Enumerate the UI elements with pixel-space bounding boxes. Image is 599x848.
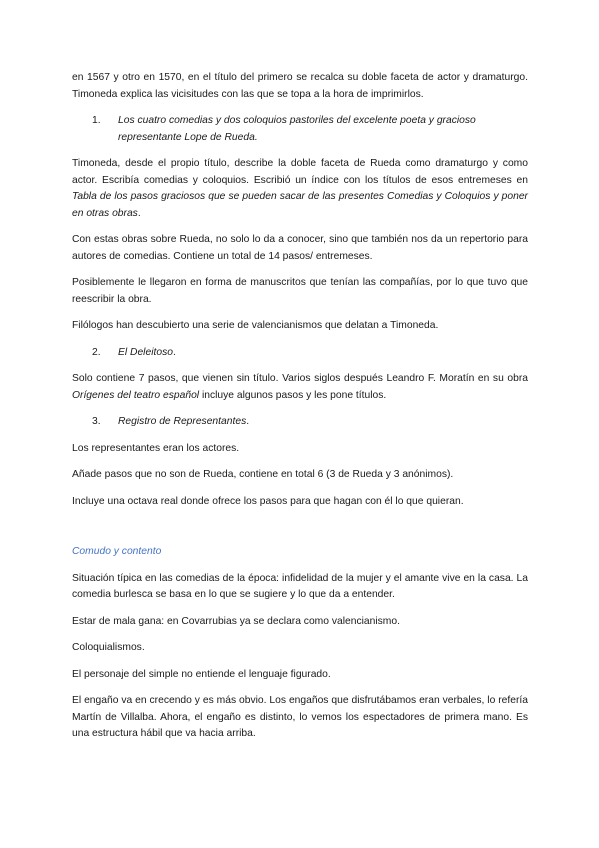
text-run: Solo contiene 7 pasos, que vienen sin título. Varios siglos después Leandro F. Moratín en su obra	[72, 373, 528, 384]
paragraph: Situación típica en las comedias de la época: infidelidad de la mujer y el amante vive en la casa. La comedia burlesca se basa en lo que se sugiere y lo que da a entender.	[72, 572, 528, 600]
item-title-dot: .	[172, 346, 176, 358]
paragraph: Añade pasos que no son de Rueda, contiene en total 6 (3 de Rueda y 3 anónimos).	[72, 469, 454, 480]
item-number: 2.	[92, 346, 101, 358]
item-title-text: El Deleitoso	[118, 346, 173, 358]
item-title: Los cuatro comedias y dos coloquios pastoriles del excelente poeta y gracioso representante Lope de Rueda.	[118, 115, 476, 143]
item-number: 3.	[92, 416, 101, 427]
paragraph: El engaño va en crecendo y es más obvio. Los engaños que disfrutábamos eran verbales, lo refería Martín de Villalba. Ahora, el engaño es distinto, lo vemos los espectadores de primera mano. Es una estructura hábil que va hacia arriba.	[72, 695, 528, 739]
section-heading: Comudo y contento	[72, 546, 162, 557]
paragraph: Incluye una octava real donde ofrece los pasos para que hagan con él lo que quieran.	[72, 495, 464, 507]
paragraph: Con estas obras sobre Rueda, no solo lo da a conocer, sino que también nos da un repertorio para autores de comedias. Contiene un total de 14 pasos/ entremeses.	[72, 234, 528, 262]
document-body	[72, 70, 528, 743]
paragraph: El personaje del simple no entiende el lenguaje figurado.	[72, 668, 331, 680]
paragraph: Posiblemente le llegaron en forma de manuscritos que tenían las compañías, por lo que tuvo que reescribir la obra.	[72, 277, 528, 305]
numbered-item	[92, 414, 528, 431]
item-title	[118, 414, 528, 431]
italic-title: Orígenes del teatro español	[72, 389, 200, 401]
item-title	[118, 345, 528, 362]
text-run: Timoneda, desde el propio título, describe la doble faceta de Rueda como dramaturgo y como actor. Escribía comedias y coloquios. Escribió un índice con los títulos de esos entremeses en	[72, 158, 528, 186]
text-run: .	[137, 207, 141, 219]
item-number: 1.	[92, 115, 101, 126]
item-title-dot: .	[246, 416, 250, 427]
paragraph	[72, 371, 528, 404]
text-run: incluye algunos pasos y les pone títulos.	[199, 389, 387, 401]
paragraph: Los representantes eran los actores.	[72, 442, 240, 454]
item-title-text: Registro de Representantes	[118, 416, 247, 427]
paragraph: en 1567 y otro en 1570, en el título del primero se recalca su doble faceta de actor y dramaturgo. Timoneda explica las vicisitudes con las que se topa a la hora de imprimirlos.	[72, 72, 528, 100]
italic-title: Tabla de los pasos graciosos que se pueden sacar de las presentes Comedias y Coloquios y poner en otras obras	[72, 191, 528, 219]
numbered-item	[92, 113, 528, 146]
paragraph: Estar de mala gana: en Covarrubias ya se declara como valencianismo.	[72, 615, 400, 627]
paragraph: Coloquialismos.	[72, 642, 145, 653]
numbered-item	[92, 345, 528, 362]
paragraph	[72, 156, 528, 222]
paragraph: Filólogos han descubierto una serie de valencianismos que delatan a Timoneda.	[72, 320, 439, 331]
